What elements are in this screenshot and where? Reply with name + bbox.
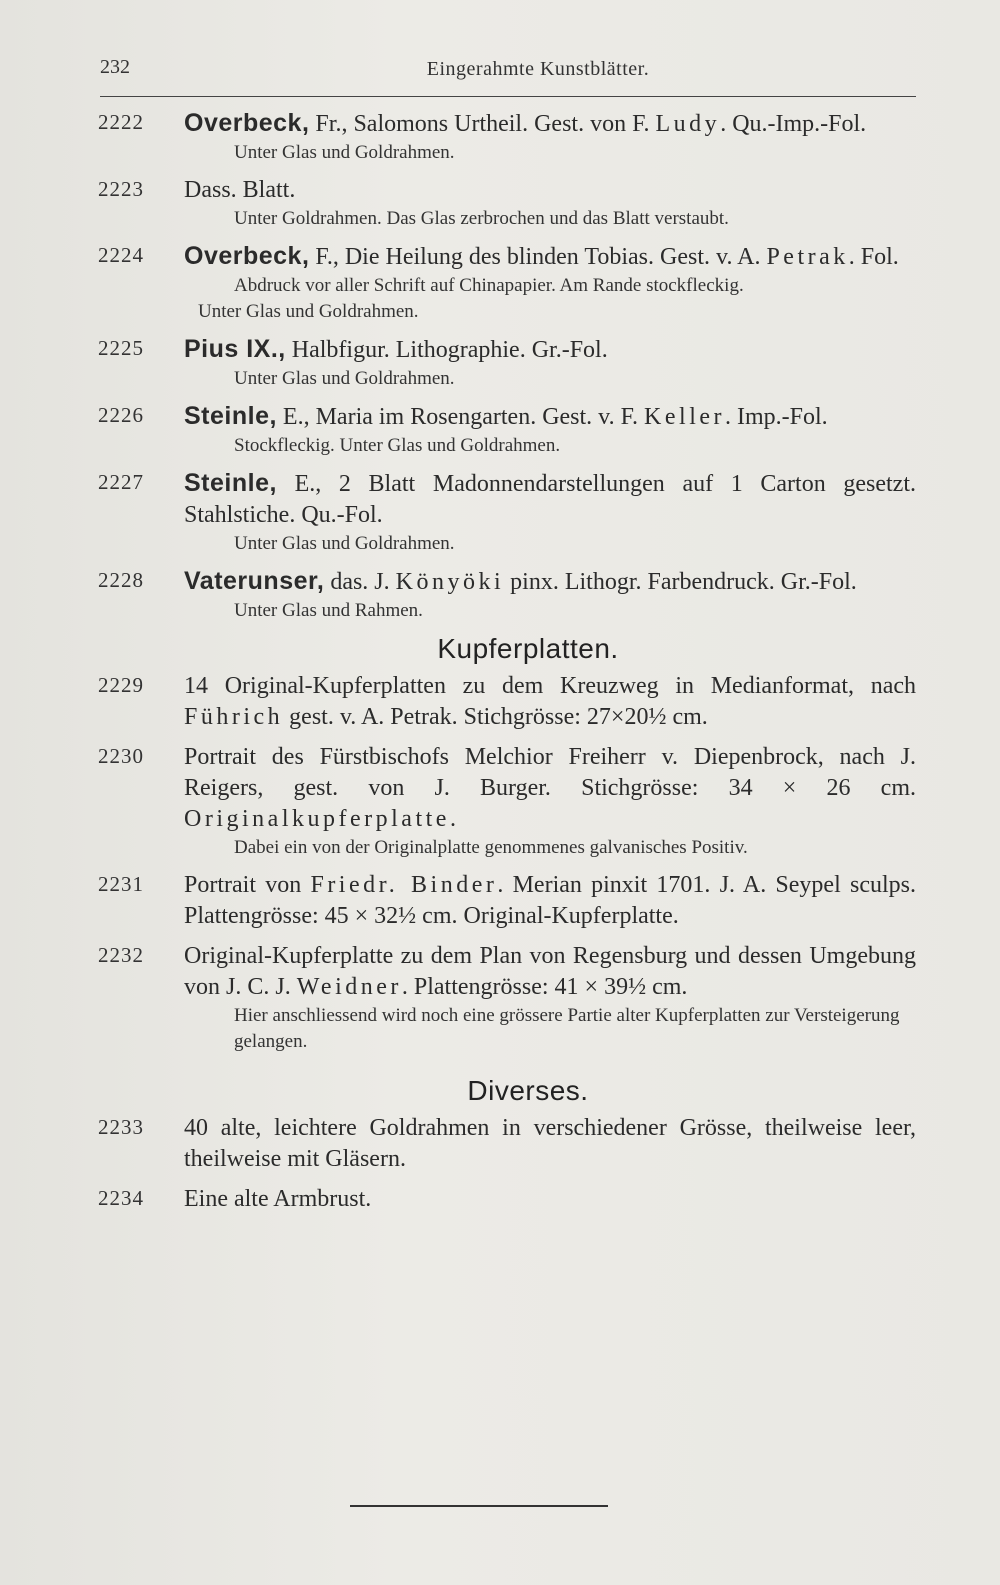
entry-text	[184, 468, 916, 531]
catalog-entry	[80, 870, 916, 932]
spaced-name: Originalkupferplatte	[184, 806, 450, 832]
spaced-name: Könyöki	[395, 569, 505, 595]
page-header	[100, 50, 916, 97]
artist-name: Overbeck,	[184, 242, 310, 270]
running-title: Eingerahmte Kunstblätter.	[426, 58, 650, 80]
entry-text	[184, 671, 916, 733]
entry-note: Unter Glas und Goldrahmen.	[198, 301, 419, 322]
entry-text-part: das. J.	[324, 569, 396, 595]
entry-note: Dabei ein von der Originalplatte genommenes galvanisches Positiv.	[234, 837, 748, 858]
entry-text-part: E., Maria im Rosengarten. Gest. v. F.	[276, 404, 645, 430]
catalog-entry	[80, 566, 916, 624]
catalog-entry	[80, 671, 916, 733]
entry-text	[184, 941, 916, 1003]
artist-name: Overbeck,	[184, 109, 310, 137]
artist-name: Steinle,	[184, 469, 277, 497]
catalog-entry	[80, 401, 916, 459]
entry-text-part: gest. v. A. Petrak. Stichgrösse: 27×20½ cm.	[283, 704, 708, 730]
entry-text	[184, 1113, 916, 1175]
entry-text-part: 40 alte, leichtere Goldrahmen in verschiedener Grösse, theilweise leer, theilweise mit Gläsern.	[184, 1115, 916, 1172]
lot-number: 2233	[98, 1115, 144, 1139]
entry-note: Unter Glas und Goldrahmen.	[234, 142, 455, 163]
entry-note: Hier anschliessend wird noch eine grössere Partie alter Kupferplatten zur Versteigerung gelangen.	[234, 1005, 900, 1052]
catalog-entry	[80, 1184, 916, 1215]
section-heading-diverses: Diverses.	[467, 1075, 589, 1106]
entry-text	[184, 566, 916, 598]
entry-group-misc	[80, 1113, 916, 1215]
entry-text-part: 14 Original-Kupferplatten zu dem Kreuzweg in Medianformat, nach	[184, 673, 916, 699]
entry-note: Unter Glas und Rahmen.	[234, 600, 423, 621]
entry-text-part: . Fol.	[848, 244, 899, 270]
catalog-entry	[80, 941, 916, 1055]
catalog-entries	[80, 108, 916, 1224]
entry-note: Unter Goldrahmen. Das Glas zerbrochen und das Blatt verstaubt.	[234, 208, 729, 229]
entry-group-prints	[80, 108, 916, 624]
entry-note: Abdruck vor aller Schrift auf Chinapapier. Am Rande stockfleckig.	[234, 275, 744, 296]
lot-number: 2229	[98, 673, 144, 697]
entry-text	[184, 334, 916, 366]
lot-number: 2228	[98, 568, 144, 592]
catalog-entry	[80, 175, 916, 232]
spaced-name: Petrak	[766, 244, 849, 270]
catalog-entry	[80, 1113, 916, 1175]
entry-text	[184, 401, 916, 433]
entry-text-part: Eine alte Armbrust.	[184, 1186, 372, 1212]
entry-text-part: Dass. Blatt.	[184, 177, 296, 203]
entry-text-part: . Qu.-Imp.-Fol.	[720, 111, 867, 137]
section-heading-kupferplatten: Kupferplatten.	[437, 633, 619, 664]
entry-text-part: Original-Kupferplatte zu dem Plan von Regensburg und dessen Umgebung von J. C. J.	[184, 943, 916, 1000]
lot-number: 2234	[98, 1186, 144, 1210]
page-number: 232	[100, 56, 130, 78]
entry-note: Unter Glas und Goldrahmen.	[234, 368, 455, 389]
artist-name: Vaterunser,	[184, 567, 325, 595]
entry-note: Unter Glas und Goldrahmen.	[234, 533, 455, 554]
catalog-entry	[80, 468, 916, 557]
entry-text	[184, 870, 916, 932]
entry-text	[184, 241, 916, 273]
lot-number: 2227	[98, 470, 144, 494]
lot-number: 2231	[98, 872, 144, 896]
entry-text	[184, 108, 916, 140]
lot-number: 2232	[98, 943, 144, 967]
spaced-name: Keller	[644, 404, 726, 430]
entry-text-part: E., 2 Blatt Madonnendarstellungen auf 1 Carton gesetzt. Stahlstiche. Qu.-Fol.	[184, 471, 916, 528]
entry-text-part: Fr., Salomons Urtheil. Gest. von F.	[309, 111, 656, 137]
lot-number: 2224	[98, 243, 144, 267]
entry-text-part: Halbfigur. Lithographie. Gr.-Fol.	[285, 337, 608, 363]
entry-text-part: Portrait von	[184, 872, 311, 898]
catalog-entry	[80, 108, 916, 166]
catalog-entry	[80, 742, 916, 861]
entry-text-part: . Plattengrösse: 41 × 39½ cm.	[401, 974, 688, 1000]
artist-name: Pius IX.,	[184, 335, 286, 363]
entry-text	[184, 175, 916, 206]
entry-text-part: pinx. Lithogr. Farbendruck. Gr.-Fol.	[504, 569, 857, 595]
spaced-name: Weidner	[296, 974, 402, 1000]
lot-number: 2222	[98, 110, 144, 134]
lot-number: 2225	[98, 336, 144, 360]
entry-text-part: . Imp.-Fol.	[725, 404, 828, 430]
lot-number: 2226	[98, 403, 144, 427]
entry-text-part: Portrait des Fürstbischofs Melchior Freiherr v. Diepenbrock, nach J. Reigers, gest. von J. Burger. Stichgrösse: 34 × 26 cm.	[184, 744, 916, 801]
catalog-entry	[80, 241, 916, 325]
spaced-name: Friedr. Binder	[310, 872, 498, 898]
end-rule	[350, 1505, 608, 1507]
spaced-name: Führich	[184, 704, 284, 730]
entry-note: Stockfleckig. Unter Glas und Goldrahmen.	[234, 435, 561, 456]
entry-text	[184, 1184, 916, 1215]
entry-group-copperplates	[80, 671, 916, 1055]
entry-text-part: . Merian pinxit 1701. J. A. Seypel sculps. Plattengrösse: 45 × 32½ cm. Original-Kupferplatte.	[184, 872, 916, 929]
spaced-name: Ludy	[655, 111, 721, 137]
entry-text	[184, 742, 916, 835]
lot-number: 2223	[98, 177, 144, 201]
artist-name: Steinle,	[184, 402, 277, 430]
catalog-entry	[80, 334, 916, 392]
entry-text-part: .	[449, 806, 456, 832]
entry-text-part: F., Die Heilung des blinden Tobias. Gest. v. A.	[309, 244, 767, 270]
lot-number: 2230	[98, 744, 144, 768]
